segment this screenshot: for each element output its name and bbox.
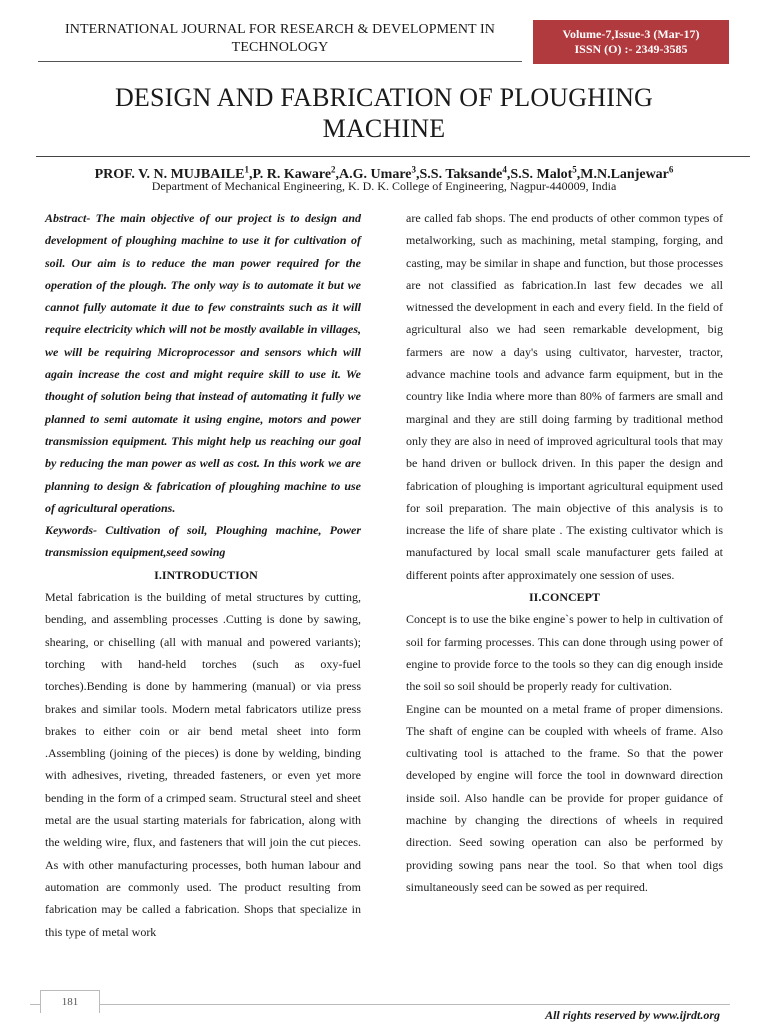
journal-name-line1: INTERNATIONAL JOURNAL FOR RESEARCH & DEVELOPMENT IN xyxy=(64,22,496,37)
page-number: 181 xyxy=(40,990,100,1013)
concept-paragraph-2: Engine can be mounted on a metal frame of proper dimensions. The shaft of engine can be coupled with wheels of frame. Also cultivating tool is attached to the frame. So that the power developed by engine will force the tool in downward direction inside soil. Also handle can be provide for proper guidance of machine by changing the directions of wheels in required direction. Seed sowing operation can also be performed by providing sowing pans near the tool. So that when tool digs simultaneously seed can be sowed as per required. xyxy=(406,701,723,894)
volume-issue: Volume-7,Issue-3 (Mar-17) xyxy=(562,27,700,41)
author: P. R. Kaware$^2$, xyxy=(252,164,340,182)
section-heading-concept: II.CONCEPT xyxy=(528,590,600,605)
author: PROF. V. N. MUJBAILE$^1$, xyxy=(94,164,253,182)
paper-title xyxy=(60,82,708,144)
right-column xyxy=(406,207,723,898)
paper-title-line2: MACHINE xyxy=(322,114,446,143)
keywords: Keywords- Cultivation of soil, Ploughing machine, Power transmission equipment,seed sowing xyxy=(45,523,361,560)
affiliation: Department of Mechanical Engineering, K. D. K. College of Engineering, Nagpur-440009, India xyxy=(151,179,617,193)
rights-notice: All rights reserved by www.ijrdt.org xyxy=(545,1008,720,1022)
author: A.G. Umare$^3$, xyxy=(339,164,420,182)
journal-name-line2: TECHNOLOGY xyxy=(231,40,329,55)
title-divider xyxy=(36,156,750,157)
abstract: Abstract- The main objective of our project is to design and development of ploughing machine to use it for cultivation of soil. Our aim is to reduce the man power required for the operation of the plough. The only way is to automate it but we cannot fully automate it due to few constraints such as it will require electricity which will not be mostly available in villages, we will be requiring Microprocessor and sensors which will again increase the cost and might require skill to use it. We thought of solution being that instead of automating it fully we planned to semi automate it using engine, motors and power transmission equipment. This might help us reaching our goal by reducing the man power as well as cost. In this work we are planning to design & fabrication of ploughing machine to use of agricultural operations. xyxy=(45,211,361,515)
volume-badge xyxy=(533,20,729,64)
header-divider xyxy=(38,61,522,62)
issn: ISSN (O) :- 2349-3585 xyxy=(574,42,688,56)
author: M.N.Lanjewar$^6$ xyxy=(580,164,674,182)
author: S.S. Taksande$^4$, xyxy=(419,164,511,182)
introduction-paragraph-continued: are called fab shops. The end products of other common types of metalworking, such as machining, metal stamping, forging, and casting, may be similar in shape and function, but those processes are not classified as fabrication.In last few decades we all witnessed the development in each and every field. In the field of agricultural also we had seen remarkable development, big farmers are now a day's using cultivator, harvester, tractor, advance machine tools and advance farm equipment, but in the country like India where more than 80% of farmers are small and marginal and they are still doing farming by traditional method only they are also in need of improved agricultural tools that may be hand driven or bullock driven. In this paper the design and fabrication of ploughing is important agricultural equipment used for soil preparation. The main objective of this analysis is to increase the life of share plate . The existing cultivator which is manufactured by local small scale manufacturer gets failed at different points after approximately one session of uses. xyxy=(406,211,723,582)
introduction-paragraph: Metal fabrication is the building of metal structures by cutting, bending, and assembling processes .Cutting is done by sawing, shearing, or chiselling (all with manual and powered variants); torching with hand-held torches (such as oxy-fuel torches).Bending is done by hammering (manual) or via press brakes and similar tools. Modern metal fabricators utilize press brakes to either coin or air bend metal sheet into form .Assembling (joining of the pieces) is done by welding, binding with adhesives, riveting, threaded fasteners, or even yet more bending in the form of a crimped seam. Structural steel and sheet metal are the usual starting materials for fabrication, along with the welding wire, flux, and fasteners that will join the cut pieces. As with other manufacturing processes, both human labour and automation are commonly used. The product resulting from fabrication may be called a fabrication. Shops that specialize in this type of metal work xyxy=(45,590,361,939)
concept-paragraph-1: Concept is to use the bike engine`s power to help in cultivation of soil for farming processes. This can done through using power of engine to provide force to the tools so they can dig enough inside the soil so soil should be properly ready for cultivation. xyxy=(406,612,723,694)
paper-title-line1: DESIGN AND FABRICATION OF PLOUGHING xyxy=(114,83,654,112)
section-heading-introduction: I.INTRODUCTION xyxy=(154,567,258,582)
author: S.S. Malot$^5$, xyxy=(510,164,581,182)
footer-divider xyxy=(30,1004,730,1005)
journal-name xyxy=(40,21,520,57)
left-column xyxy=(45,207,361,943)
